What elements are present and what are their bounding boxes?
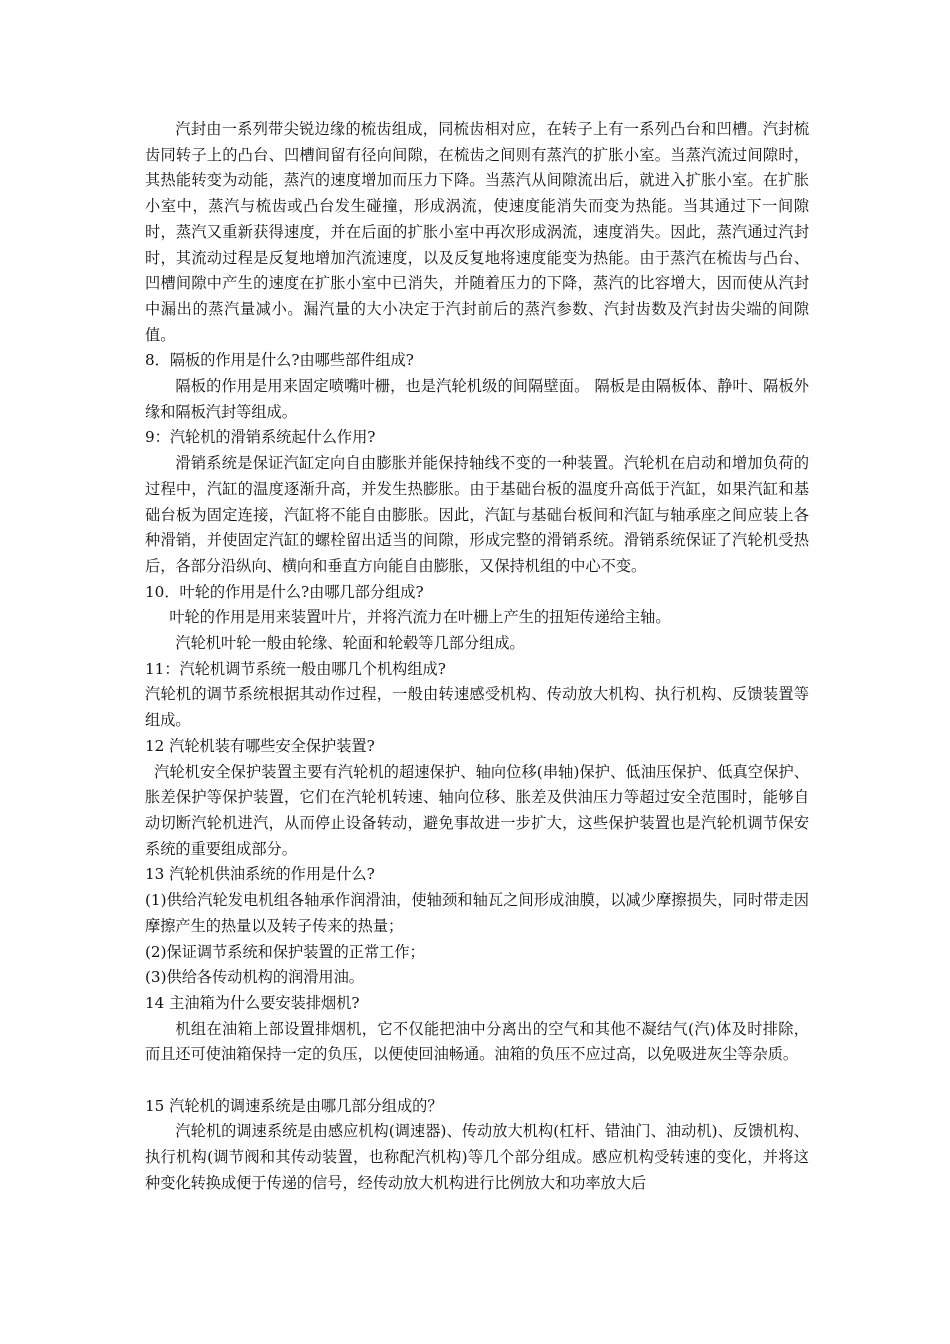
answer-13-item-3: (3)供给各传动机构的润滑用油。 <box>145 968 364 987</box>
answer-11: 汽轮机的调节系统根据其动作过程，一般由转速感受机构、传动放大机构、执行机构、反馈装置等组成。 <box>145 685 809 730</box>
question-14: 14 主油箱为什么要安装排烟机? <box>145 993 360 1012</box>
answer-9: 滑销系统是保证汽缸定向自由膨胀并能保持轴线不变的一种装置。汽轮机在启动和增加负荷的过程中，汽缸的温度逐渐升高，并发生热膨胀。由于基础台板的温度升高低于汽缸，如果汽缸和基础台板为固定连接，汽缸将不能自由膨胀。因此，汽缸与基础台板间和汽缸与轴承座之间应装上各种滑销，并使固定汽缸的螺栓留出适当的间隙，形成完整的滑销系统。滑销系统保证了汽轮机受热后，各部分沿纵向、横向和垂直方向能自由膨胀，又保持机组的中心不变。 <box>145 454 809 575</box>
question-15: 15 汽轮机的调速系统是由哪几部分组成的？ <box>145 1096 443 1115</box>
answer-10-a: 叶轮的作用是用来装置叶片，并将汽流力在叶栅上产生的扭矩传递给主轴。 <box>169 608 671 627</box>
question-12: 12 汽轮机装有哪些安全保护装置? <box>145 736 375 755</box>
answer-13-item-2: (2)保证调节系统和保护装置的正常工作； <box>145 942 425 961</box>
answer-13-item-1: (1)供给汽轮发电机组各轴承作润滑油，使轴颈和轴瓦之间形成油膜，以减少摩擦损失，同时带走因摩擦产生的热量以及转子传来的热量； <box>145 891 809 935</box>
question-11: 11：汽轮机调节系统一般由哪几个机构组成? <box>145 659 446 678</box>
answer-14: 机组在油箱上部设置排烟机，它不仅能把油中分离出的空气和其他不凝结气(汽)体及时排除，而且还可使油箱保持一定的负压，以便使回油畅通。油箱的负压不应过高，以免吸进灰尘等杂质。 <box>145 1019 809 1064</box>
blank-line <box>145 1068 809 1094</box>
question-13: 13 汽轮机供油系统的作用是什么? <box>145 865 375 884</box>
answer-10-b: 汽轮机叶轮一般由轮缘、轮面和轮毂等几部分组成。 <box>175 634 525 653</box>
question-10: 10．叶轮的作用是什么?由哪几部分组成? <box>145 582 424 601</box>
answer-12: 汽轮机安全保护装置主要有汽轮机的超速保护、轴向位移(串轴)保护、低油压保护、低真空保护、胀差保护等保护装置，它们在汽轮机转速、轴向位移、胀差及供油压力等超过安全范围时，能够自动切断汽轮机进汽，从而停止设备转动，避免事故进一步扩大，这些保护装置也是汽轮机调节保安系统的重要组成部分。 <box>145 762 809 858</box>
answer-8: 隔板的作用是用来固定喷嘴叶栅，也是汽轮机级的间隔壁面。 隔板是由隔板体、静叶、隔板外缘和隔板汽封等组成。 <box>145 377 809 421</box>
document-body <box>145 117 809 1197</box>
question-8: 8．隔板的作用是什么?由哪些部件组成? <box>145 351 414 370</box>
answer-15: 汽轮机的调速系统是由感应机构(调速器)、传动放大机构(杠杆、错油门、油动机)、反馈机构、执行机构(调节阀和其传动装置，也称配汽机构)等几个部分组成。感应机构受转速的变化，并将这种变化转换成便于传递的信号，经传动放大机构进行比例放大和功率放大后 <box>145 1122 809 1192</box>
question-9: 9：汽轮机的滑销系统起什么作用? <box>145 428 376 447</box>
paragraph-gland-seal: 汽封由一系列带尖锐边缘的梳齿组成，同梳齿相对应，在转子上有一系列凸台和凹槽。汽封梳齿同转子上的凸台、凹槽间留有径向间隙，在梳齿之间则有蒸汽的扩胀小室。当蒸汽流过间隙时，其热能转变为动能，蒸汽的速度增加而压力下降。当蒸汽从间隙流出后，就进入扩胀小室。在扩胀小室中，蒸汽与梳齿或凸台发生碰撞，形成涡流，使速度能消失而变为热能。当其通过下一间隙时，蒸汽又重新获得速度，并在后面的扩胀小室中再次形成涡流，速度消失。因此，蒸汽通过汽封时，其流动过程是反复地增加汽流速度，以及反复地将速度能变为热能。由于蒸汽在梳齿与凸台、凹槽间隙中产生的速度在扩胀小室中已消失，并随着压力的下降，蒸汽的比容增大，因而使从汽封中漏出的蒸汽量减小。漏汽量的大小决定于汽封前后的蒸汽参数、汽封齿数及汽封齿尖端的间隙值。 <box>145 120 809 344</box>
